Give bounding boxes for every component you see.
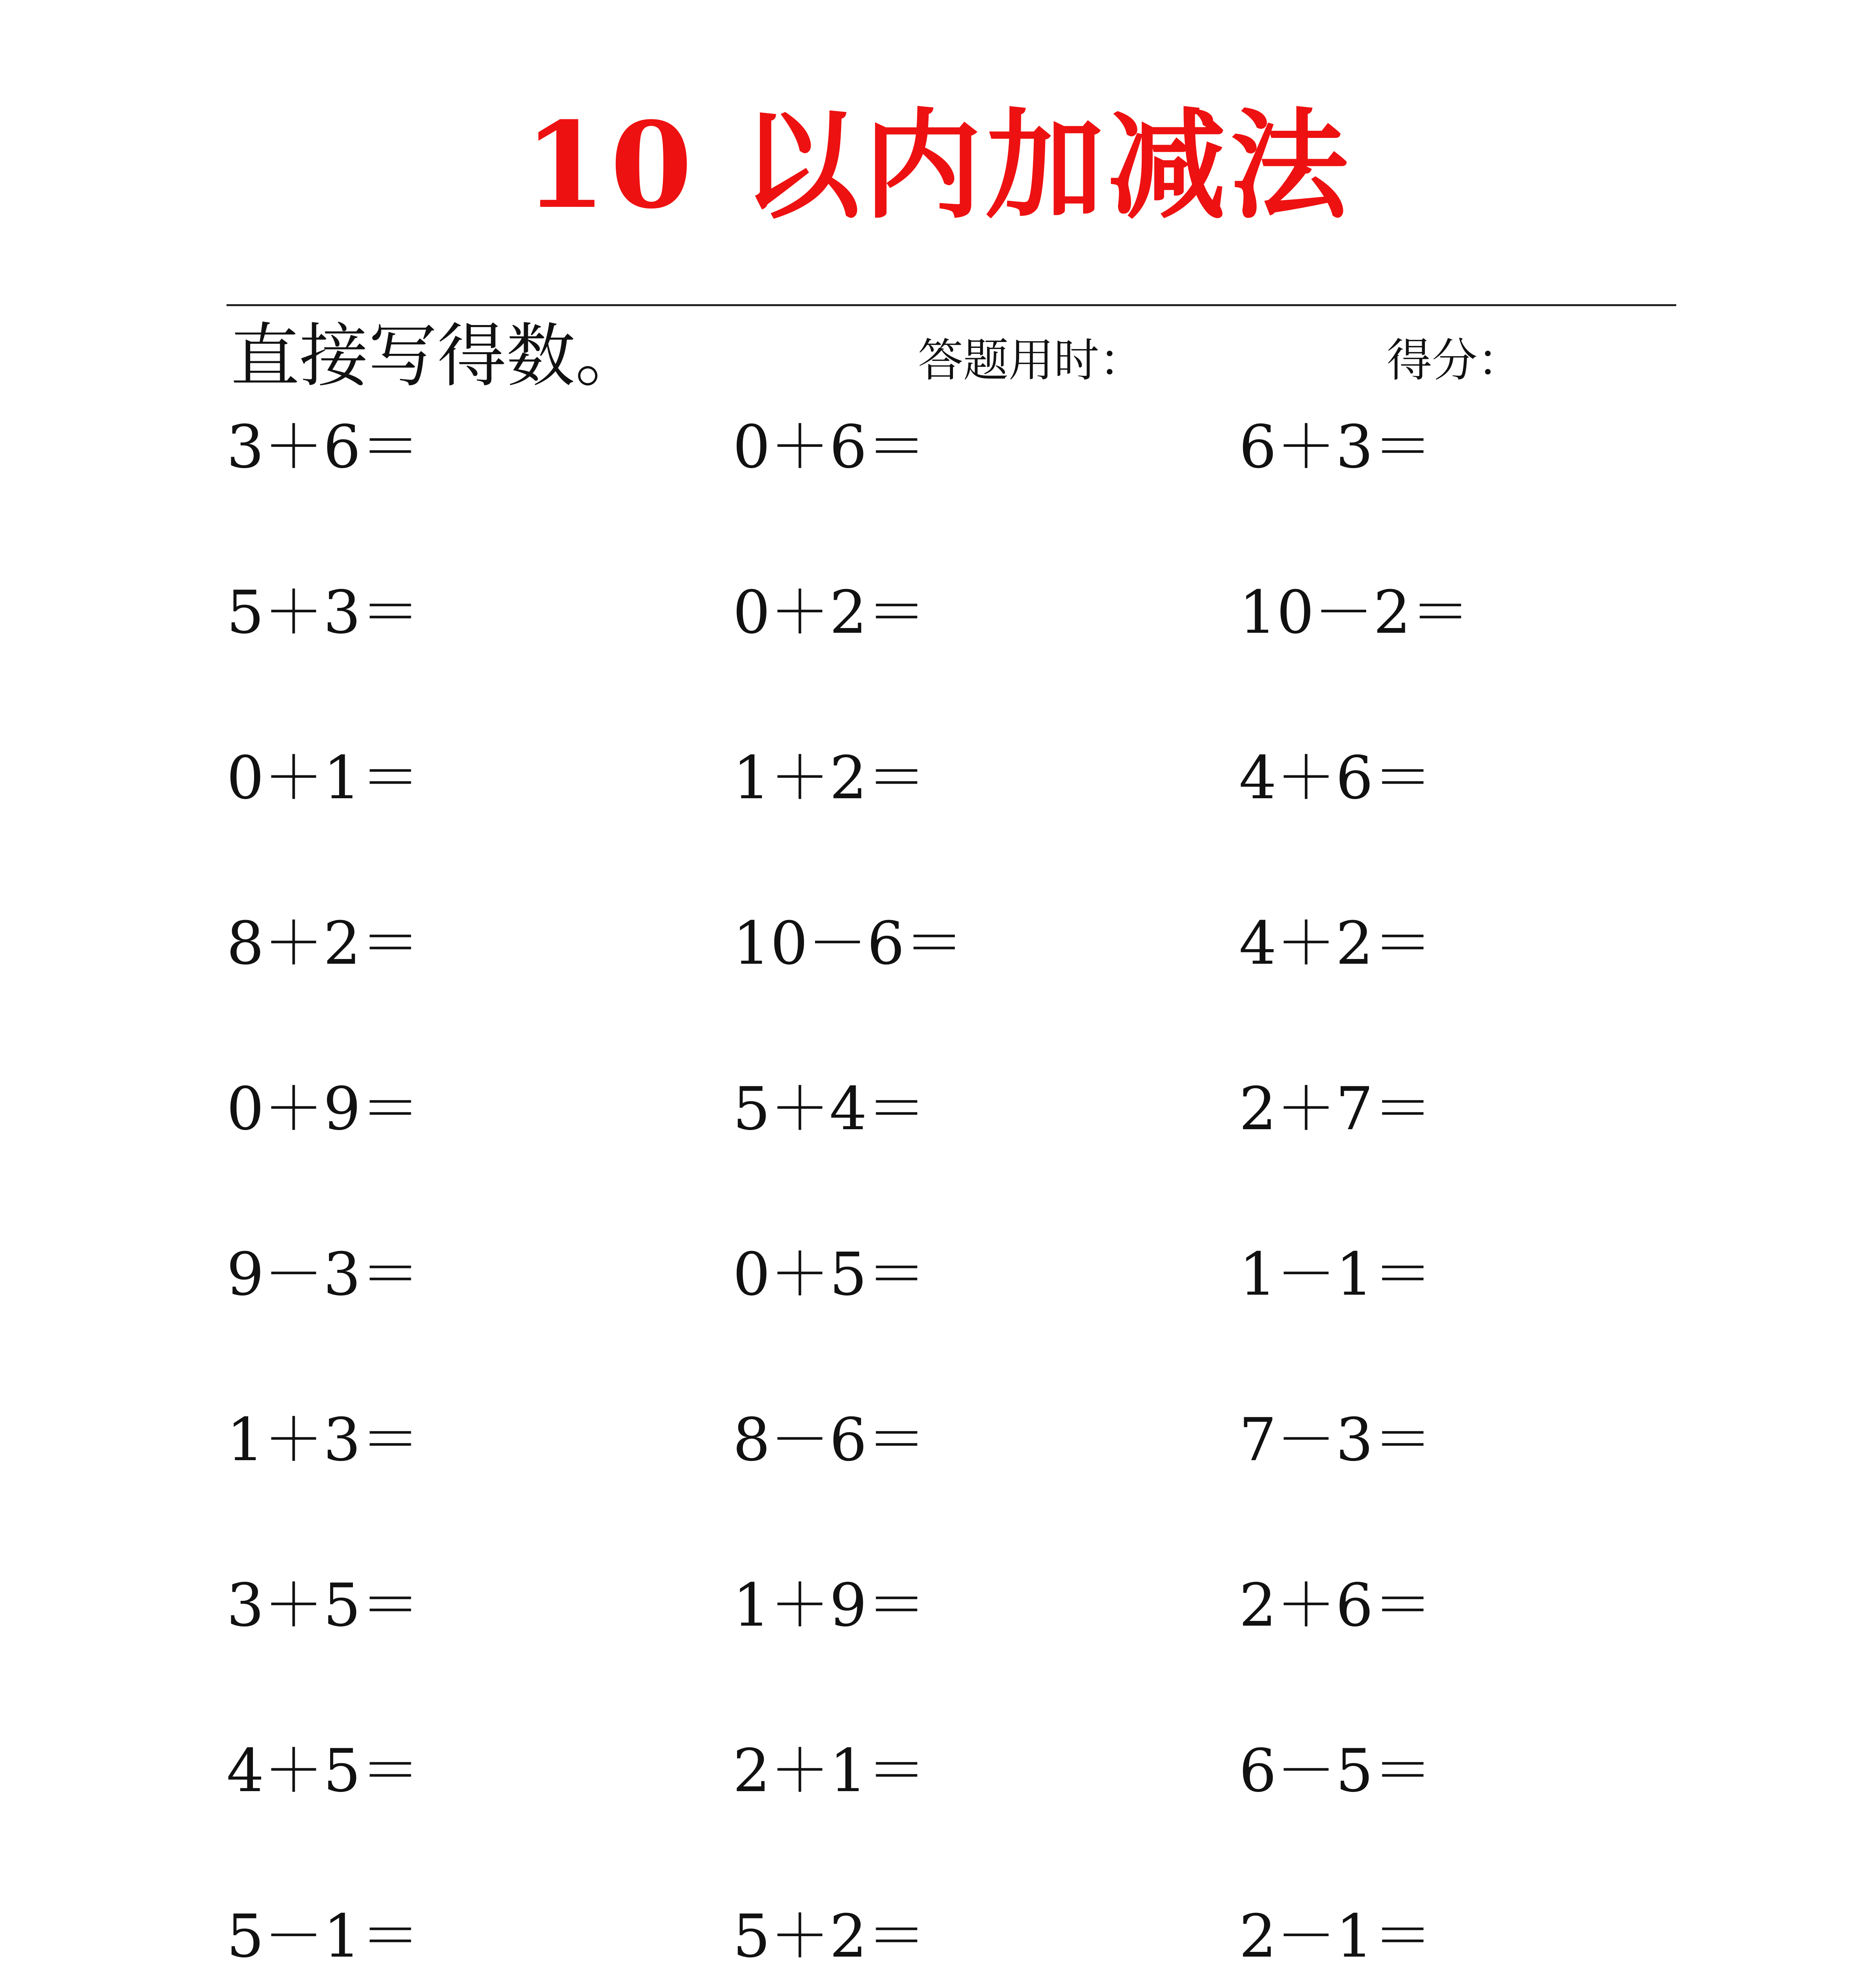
problem-item: 10－2＝ (1239, 578, 1470, 647)
problem-item: 0＋9＝ (227, 1075, 420, 1143)
top-divider (227, 304, 1676, 306)
score-label: 得分： (1387, 334, 1523, 387)
problem-item: 5＋3＝ (227, 578, 420, 647)
problem-item: 3＋6＝ (227, 413, 420, 481)
problem-item: 0＋1＝ (227, 744, 420, 812)
problem-item: 5－1＝ (227, 1902, 420, 1970)
problem-item: 1－1＝ (1239, 1240, 1432, 1309)
problem-item: 1＋9＝ (733, 1571, 926, 1640)
problem-item: 9－3＝ (227, 1240, 420, 1309)
time-used-label: 答题用时： (918, 334, 1145, 387)
problem-item: 3＋5＝ (227, 1571, 420, 1640)
problem-item: 2＋7＝ (1239, 1075, 1432, 1143)
problem-item: 6－5＝ (1239, 1737, 1432, 1805)
problem-item: 5＋4＝ (733, 1075, 926, 1143)
instruction-text: 直接写得数。 (230, 316, 644, 396)
problem-item: 2＋6＝ (1239, 1571, 1432, 1640)
problem-item: 4＋2＝ (1239, 909, 1432, 978)
problem-item: 2－1＝ (1239, 1902, 1432, 1970)
page-title: 10 以内加减法 (524, 96, 1352, 235)
problem-item: 0＋6＝ (733, 413, 926, 481)
problem-item: 6＋3＝ (1239, 413, 1432, 481)
problem-item: 8－6＝ (733, 1406, 926, 1474)
problem-item: 0＋5＝ (733, 1240, 926, 1309)
problem-item: 0＋2＝ (733, 578, 926, 647)
problem-item: 4＋6＝ (1239, 744, 1432, 812)
problem-item: 8＋2＝ (227, 909, 420, 978)
problem-item: 1＋3＝ (227, 1406, 420, 1474)
problem-item: 2＋1＝ (733, 1737, 926, 1805)
problem-item: 7－3＝ (1239, 1406, 1432, 1474)
problem-item: 10－6＝ (733, 909, 964, 978)
problem-item: 5＋2＝ (733, 1902, 926, 1970)
problem-grid (227, 412, 1724, 1970)
problem-item: 4＋5＝ (227, 1737, 420, 1805)
problem-item: 1＋2＝ (733, 744, 926, 812)
